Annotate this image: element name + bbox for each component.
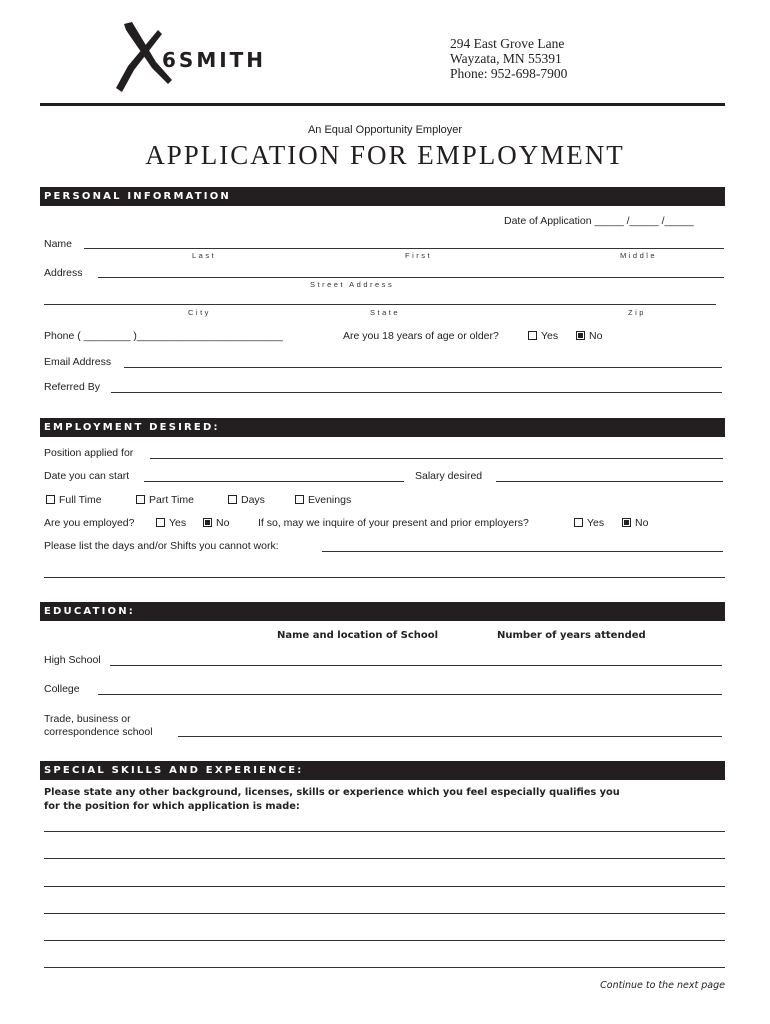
state-sublabel: State [370,308,401,317]
address-line-1: 294 East Grove Lane [450,36,565,51]
part-time-option[interactable] [136,494,194,506]
position-label: Position applied for [44,447,134,459]
skills-answer-line-6[interactable] [44,967,725,968]
shifts-label: Please list the days and/or Shifts you cannot work: [44,540,279,552]
position-field[interactable] [150,458,723,459]
skills-prompt-line1: Please state any other background, licenses, skills or experience which you feel especially qualifies you [44,787,620,798]
years-column-header: Number of years attended [497,630,646,641]
date-of-application[interactable]: Date of Application _____ /_____ /_____ [504,215,694,227]
page-title: APPLICATION FOR EMPLOYMENT [145,140,625,170]
company-phone: Phone: 952-698-7900 [450,66,568,81]
inquire-no-label: No [635,517,649,529]
skills-answer-line-2[interactable] [44,858,725,859]
email-label: Email Address [44,356,112,368]
street-address-sublabel: Street Address [310,280,395,289]
section-personal-information: PERSONAL INFORMATION [40,187,725,206]
trade-school-field[interactable] [178,736,722,737]
inquire-no-checkbox[interactable] [622,518,631,527]
skills-prompt-line2: for the position for which application is made: [44,801,300,812]
salary-label: Salary desired [415,470,483,482]
full-time-checkbox[interactable] [46,495,55,504]
inquire-yes-label: Yes [587,517,605,529]
school-column-header: Name and location of School [277,630,439,641]
employed-no-option[interactable] [203,517,229,529]
inquire-yes-option[interactable] [574,517,604,529]
days-option[interactable] [228,494,265,506]
section-employment-desired: EMPLOYMENT DESIRED: [40,418,725,437]
first-sublabel: First [405,251,433,260]
section-special-skills: SPECIAL SKILLS AND EXPERIENCE: [40,761,725,780]
email-field[interactable] [124,367,722,368]
skills-answer-line-1[interactable] [44,831,725,832]
part-time-checkbox[interactable] [136,495,145,504]
salary-field[interactable] [496,481,723,482]
college-label: College [44,683,80,695]
age-yes-label: Yes [541,330,559,342]
employed-yes-checkbox[interactable] [156,518,165,527]
evenings-option[interactable] [295,494,351,506]
continue-note: Continue to the next page [600,980,725,991]
college-field[interactable] [98,694,722,695]
age-yes-checkbox[interactable] [528,331,537,340]
referred-by-label: Referred By [44,381,101,393]
employed-no-checkbox[interactable] [203,518,212,527]
inquire-yes-checkbox[interactable] [574,518,583,527]
street-address-field[interactable] [98,277,724,278]
employed-question: Are you employed? [44,517,135,529]
skills-answer-line-5[interactable] [44,940,725,941]
last-sublabel: Last [192,251,217,260]
skills-answer-line-4[interactable] [44,913,725,914]
age-no-option[interactable] [576,330,602,342]
logo [112,22,312,94]
full-time-label: Full Time [59,494,102,506]
company-address [450,36,567,81]
trade-school-label [44,713,153,739]
inquire-no-option[interactable] [622,517,648,529]
address-line-2: Wayzata, MN 55391 [450,51,562,66]
age-question: Are you 18 years of age or older? [343,330,499,342]
high-school-label: High School [44,654,101,666]
skills-prompt [44,786,620,814]
inquire-question: If so, may we inquire of your present and prior employers? [258,517,529,529]
header-divider [40,103,725,106]
city-state-zip-field[interactable] [44,304,716,305]
start-date-field[interactable] [144,481,404,482]
shifts-field-1[interactable] [322,551,723,552]
days-checkbox[interactable] [228,495,237,504]
shifts-field-2[interactable] [44,577,725,578]
phone-field[interactable]: Phone ( ________ )_________________________ [44,330,283,342]
age-no-label: No [589,330,603,342]
employed-yes-option[interactable] [156,517,186,529]
full-time-option[interactable] [46,494,102,506]
middle-sublabel: Middle [620,251,658,260]
employed-no-label: No [216,517,230,529]
trade-label-line2: correspondence school [44,726,153,738]
start-date-label: Date you can start [44,470,130,482]
age-yes-option[interactable] [528,330,558,342]
name-field[interactable] [84,248,724,249]
zip-sublabel: Zip [628,308,646,317]
name-label: Name [44,238,73,250]
trade-label-line1: Trade, business or [44,713,131,725]
part-time-label: Part Time [149,494,194,506]
employed-yes-label: Yes [169,517,187,529]
days-label: Days [241,494,265,506]
section-education: EDUCATION: [40,602,725,621]
logo-wordmark: 6SMITH [162,48,267,72]
tagline: An Equal Opportunity Employer [307,124,463,136]
address-label: Address [44,267,83,279]
referred-by-field[interactable] [111,392,722,393]
evenings-checkbox[interactable] [295,495,304,504]
age-no-checkbox[interactable] [576,331,585,340]
skills-answer-line-3[interactable] [44,886,725,887]
evenings-label: Evenings [308,494,352,506]
high-school-field[interactable] [110,665,722,666]
city-sublabel: City [188,308,211,317]
